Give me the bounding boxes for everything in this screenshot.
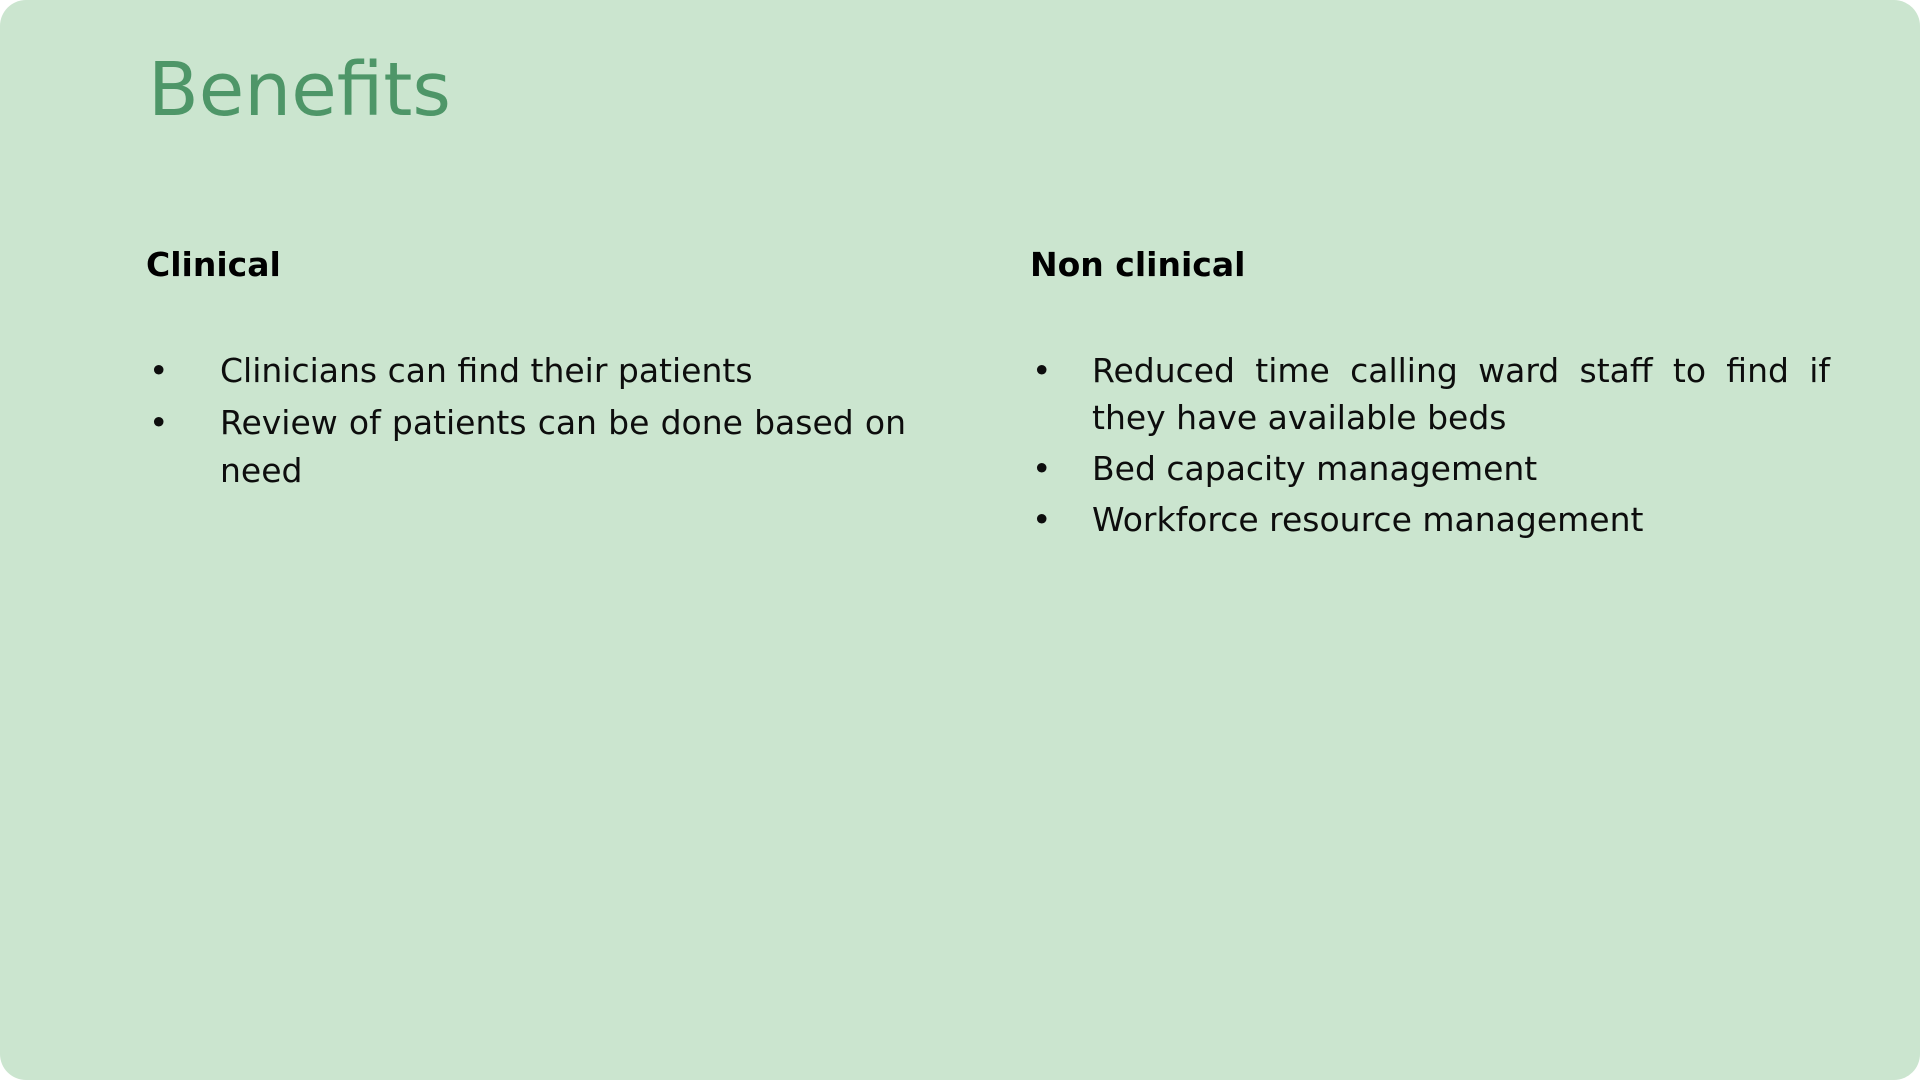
bullet-dot-icon: • — [1032, 500, 1052, 540]
list-item-text: Workforce resource management — [1092, 500, 1644, 540]
list-item — [1030, 445, 1830, 493]
list-item-text: Reduced time calling ward staff to find if they have available beds — [1092, 350, 1830, 438]
column-clinical — [146, 245, 906, 500]
list-item — [146, 347, 906, 395]
bullet-dot-icon: • — [149, 350, 169, 390]
bullet-list-non-clinical — [1030, 347, 1830, 544]
column-non-clinical — [1030, 245, 1830, 547]
list-item — [146, 399, 906, 495]
page-title: Benefits — [148, 47, 451, 133]
column-heading-non-clinical: Non clinical — [1030, 245, 1246, 284]
column-heading-clinical: Clinical — [146, 245, 281, 284]
list-item — [1030, 496, 1830, 544]
bullet-dot-icon: • — [1032, 350, 1052, 390]
list-item-text: Bed capacity management — [1092, 449, 1538, 489]
list-item — [1030, 347, 1830, 443]
bullet-list-clinical — [146, 347, 906, 496]
list-item-text: Review of patients can be done based on need — [220, 403, 906, 491]
bullet-dot-icon: • — [1032, 449, 1052, 489]
bullet-dot-icon: • — [149, 403, 169, 443]
list-item-text: Clinicians can find their patients — [220, 350, 753, 390]
